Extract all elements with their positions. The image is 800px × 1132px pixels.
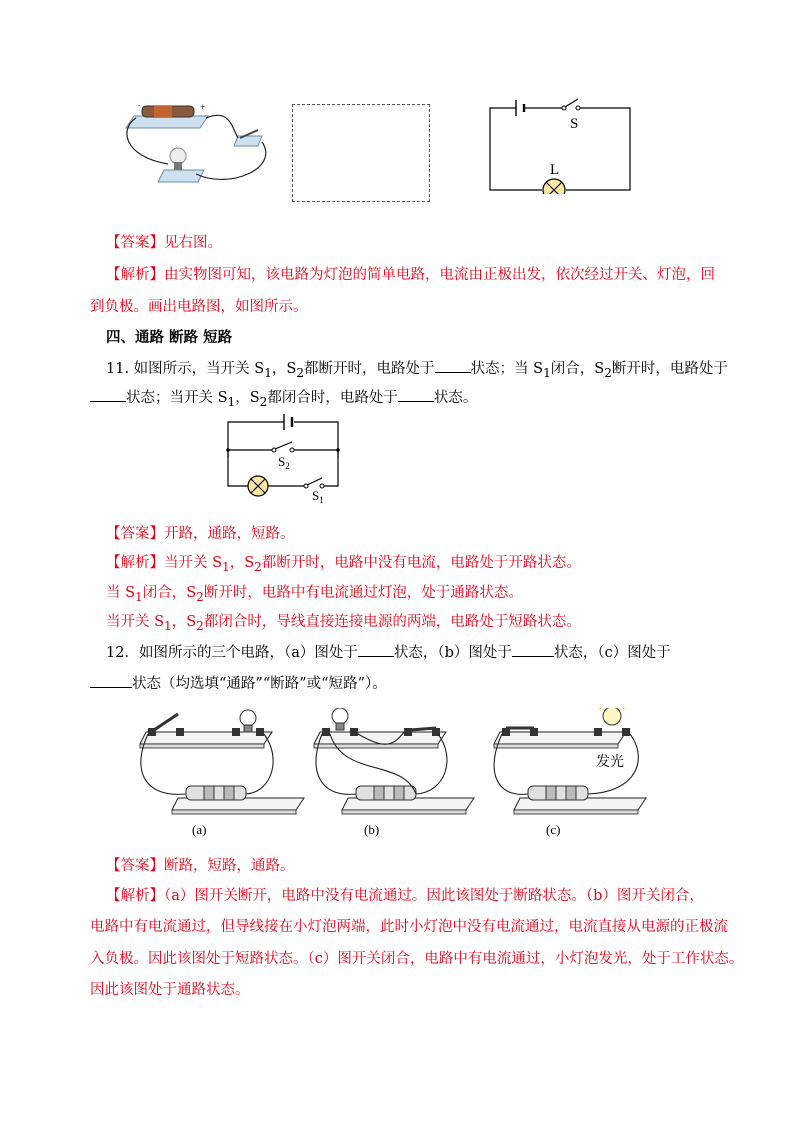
q12-line1: 12．如图所示的三个电路，（a）图处于 状态，（b）图处于 状态，（c）图处于 — [106, 642, 671, 663]
q10-circuit-diagram — [486, 94, 634, 194]
physical-circuit-illustration — [120, 98, 280, 190]
q11-analysis-line1: 【解析】当开关 $S_1$，$S_2$都断开时，电路中没有电流，电路处于开路状态。 — [106, 555, 581, 574]
q12-analysis-line4: 因此该图处于通路状态。 — [90, 982, 250, 998]
circuit-c — [494, 708, 646, 837]
label-c: (c) — [546, 822, 561, 837]
battery-minus-sign: - — [138, 101, 141, 110]
answer-blank[interactable] — [90, 673, 132, 688]
answer-blank[interactable] — [512, 642, 554, 657]
answer-text: 开路，通路，短路。 — [164, 526, 295, 542]
answer-blank[interactable] — [398, 387, 434, 402]
three-circuits-illustration — [132, 708, 662, 840]
analysis-tag: 【解析】 — [106, 888, 164, 904]
analysis-tag: 【解析】 — [106, 267, 164, 283]
glow-label: 发光 — [596, 755, 624, 770]
answer-tag: 【答案】 — [106, 858, 164, 874]
circuit-diagram-s1-s2 — [222, 408, 346, 504]
q11-line2: 状态；当开关 $S_1$，$S_2$都闭合时，电路处于 状态。 — [90, 387, 477, 412]
q12-line2: 状态（均选填“通路”“断路”或“短路”）。 — [90, 673, 387, 694]
q10-analysis-line2: 到负极。画出电路图，如图所示。 — [90, 299, 308, 315]
q12-circuits-figure — [132, 708, 662, 840]
answer-tag: 【答案】 — [106, 235, 164, 251]
answer-blank[interactable] — [358, 642, 394, 657]
label-b: (b) — [364, 822, 380, 837]
q12-answer — [106, 856, 295, 876]
q11-answer — [106, 524, 295, 544]
q12-analysis-line1: 【解析】（a）图开关断开，电路中没有电流通过。因此该图处于断路状态。（b）图开关闭合， — [106, 888, 704, 904]
q10-physical-circuit-figure — [120, 98, 280, 190]
switch-label-s: S — [570, 116, 579, 132]
analysis-text: 由实物图可知，该电路为灯泡的简单电路，电流由正极出发，依次经过开关、灯泡，回 — [164, 267, 715, 283]
circuit-a — [140, 710, 304, 837]
q10-answer-placeholder-box — [292, 104, 430, 202]
answer-text: 断路，短路，通路。 — [164, 858, 295, 874]
q12-analysis-line3: 入负极。因此该图处于短路状态。（c）图开关闭合，电路中有电流通过，小灯泡发光，处于工作状态。 — [90, 951, 744, 967]
section-title: 四、通路 断路 短路 — [106, 329, 233, 346]
lamp-label-l: L — [550, 162, 560, 178]
q11-analysis-line3: 当开关 $S_1$，$S_2$都闭合时，导线直接连接电源的两端，电路处于短路状态。 — [106, 614, 581, 633]
switch-label-s2: $S_2$ — [278, 454, 290, 471]
q10-answer — [106, 233, 222, 253]
answer-blank[interactable] — [435, 358, 471, 373]
q12-analysis-line2: 电路中有电流通过，但导线接在小灯泡两端，此时小灯泡中没有电流通过，电流直接从电源的正极流 — [90, 919, 728, 935]
q10-analysis-line1 — [106, 265, 715, 285]
q11-circuit-diagram — [222, 408, 346, 504]
label-a: (a) — [192, 822, 207, 837]
q11-analysis-line2: 当 $S_1$闭合，$S_2$断开时，电路中有电流通过灯泡，处于通路状态。 — [106, 585, 523, 604]
answer-text: 见右图。 — [164, 235, 222, 251]
circuit-diagram-s-l — [486, 94, 634, 194]
answer-blank[interactable] — [90, 387, 126, 402]
answer-tag: 【答案】 — [106, 526, 164, 542]
analysis-tag: 【解析】 — [106, 555, 164, 571]
battery-plus-sign: + — [200, 102, 206, 112]
switch-label-s1: $S_1$ — [312, 488, 324, 504]
q11-line1: 11. 如图所示，当开关 $S_1$，$S_2$都断开时，电路处于 状态；当 $S_1$闭合，$S_2$断开时，电路处于 — [106, 358, 728, 383]
circuit-b — [314, 708, 474, 837]
